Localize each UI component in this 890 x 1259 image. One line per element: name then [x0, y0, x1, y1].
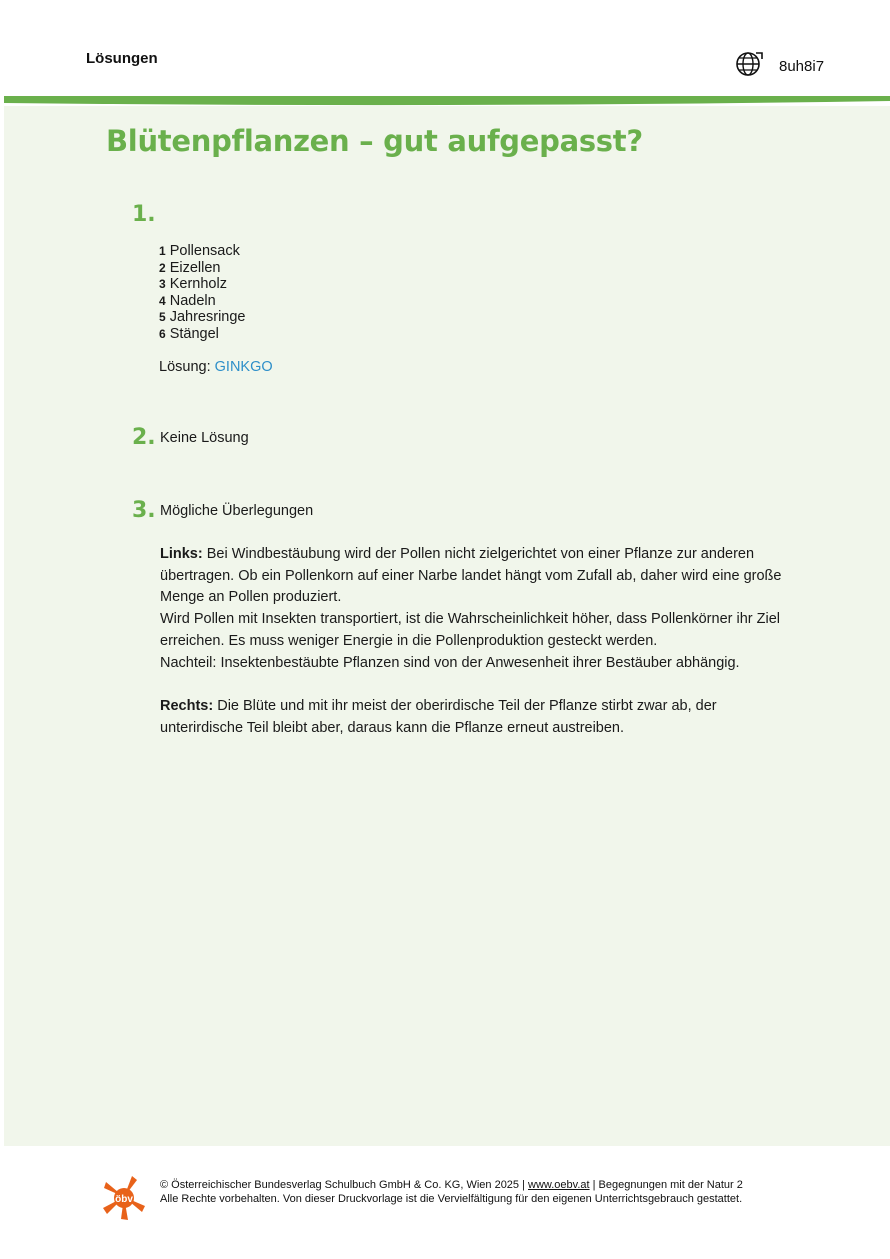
links-label: Links:	[160, 546, 203, 562]
links-text-2: Wird Pollen mit Insekten transportiert, ist die Wahrscheinlichkeit höher, dass Pollenkörner ihr Ziel erreichen. Es muss weniger Energie in die Pollenproduktion gesteckt werden.	[160, 611, 781, 649]
header-label: Lösungen	[86, 50, 158, 67]
links-text-3: Nachteil: Insektenbestäubte Pflanzen sind von der Anwesenheit ihrer Bestäuber abhängig.	[160, 654, 740, 671]
footer-text	[160, 1179, 743, 1206]
footer-book: | Begegnungen mit der Natur 2	[589, 1179, 743, 1191]
globe-icon[interactable]	[735, 50, 763, 78]
footer-rights: Alle Rechte vorbehalten. Von dieser Druckvorlage ist die Vervielfältigung für den eigenen Unterrichtsgebrauch gestattet.	[160, 1192, 743, 1205]
task-3-links-paragraph	[160, 544, 800, 674]
oebv-logo	[102, 1174, 146, 1220]
task-2-number: 2.	[132, 425, 156, 450]
svg-text:öbv: öbv	[115, 1194, 133, 1205]
list-item: 4 Nadeln	[159, 292, 216, 309]
solution-label: Lösung:	[159, 359, 211, 375]
header-divider	[4, 96, 890, 106]
footer-link[interactable]: www.oebv.at	[528, 1179, 590, 1191]
list-item: 2 Eizellen	[159, 259, 221, 276]
list-item: 6 Stängel	[159, 325, 219, 342]
task-3-rechts-paragraph	[160, 696, 800, 739]
rechts-text: Die Blüte und mit ihr meist der oberirdische Teil der Pflanze stirbt zwar ab, der unterirdische Teil bleibt aber, daraus kann die Pflanze erneut austreiben.	[160, 698, 717, 736]
page-title: Blütenpflanzen – gut aufgepasst?	[106, 124, 643, 158]
footer-copyright: © Österreichischer Bundesverlag Schulbuch GmbH & Co. KG, Wien 2025 |	[160, 1179, 529, 1191]
links-text: Bei Windbestäubung wird der Pollen nicht zielgerichtet von einer Pflanze zur anderen übertragen. Ob ein Pollenkorn auf einer Narbe landet hängt vom Zufall ab, daher wird eine große Menge an Pollen produziert.	[160, 546, 782, 606]
solution-value: GINKGO	[214, 359, 273, 375]
page-code: 8uh8i7	[779, 58, 825, 75]
task-2-text: Keine Lösung	[160, 430, 249, 446]
task-1-solution	[159, 359, 273, 375]
list-item: 5 Jahresringe	[159, 309, 246, 326]
rechts-label: Rechts:	[160, 698, 214, 714]
task-1-number: 1.	[132, 202, 156, 227]
task-3-intro: Mögliche Überlegungen	[160, 503, 314, 519]
task-3-number: 3.	[132, 498, 156, 523]
list-item: 1 Pollensack	[159, 243, 240, 259]
task-1-list	[159, 243, 245, 343]
list-item: 3 Kernholz	[159, 276, 227, 293]
